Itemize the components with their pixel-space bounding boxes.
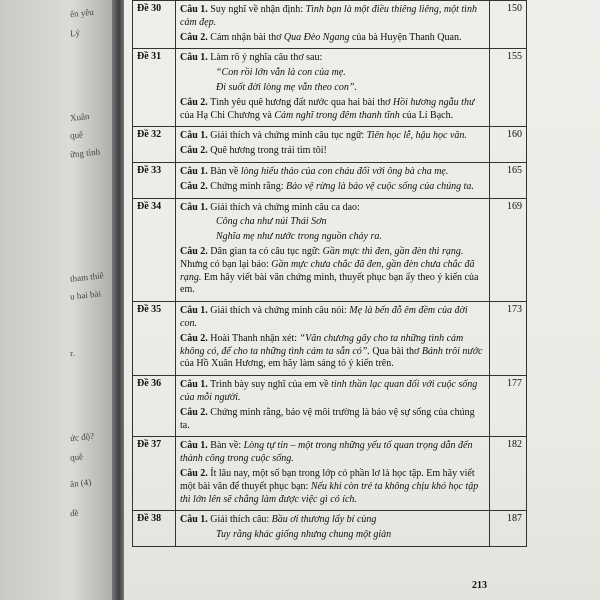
question <box>180 166 485 179</box>
page-ref: 182 <box>490 437 527 511</box>
left-page-fragment: r. <box>69 347 76 359</box>
italic-text: Đi suốt đời lòng mẹ vẫn theo con”. <box>216 81 357 93</box>
toc-row-de-36 <box>133 376 527 437</box>
exam-number: Đề 31 <box>133 49 176 127</box>
exam-content <box>176 511 490 547</box>
question-text: Giải thích câu: <box>207 514 272 526</box>
question-label: Câu 1. <box>180 4 208 15</box>
italic-text: Bầu ơi thương lấy bí cùng <box>271 514 377 526</box>
exam-number: Đề 30 <box>133 1 176 49</box>
question-text: Dân gian ta có câu tục ngữ: <box>207 245 323 257</box>
toc-row-de-35 <box>133 302 527 376</box>
question-label: Câu 2. <box>180 145 208 157</box>
page-ref: 177 <box>490 376 527 437</box>
question-text: Em hãy viết bài văn chứng minh, thuyết phục bạn ấy theo ý kiến của em. <box>180 271 479 296</box>
question-text: Tình yêu quê hương đất nước qua hai bài thơ <box>207 96 393 108</box>
question <box>180 333 485 371</box>
left-page-fragment: ững tình <box>69 146 101 160</box>
question-text: Chứng minh rằng: <box>207 180 286 192</box>
question-text: Bàn về: <box>207 440 244 452</box>
toc-row-de-32 <box>133 127 527 163</box>
italic-text: tinh thần lạc quan đối với cuộc sống của mỗi người. <box>180 379 478 403</box>
question-label: Câu 1. <box>180 514 208 526</box>
toc-row-de-38 <box>133 511 527 547</box>
table-of-contents <box>132 0 527 547</box>
exam-content <box>176 376 490 437</box>
question-text: Chứng minh rằng, bảo vệ môi trường là bảo vệ sự sống của chúng ta. <box>180 406 475 431</box>
question-text: Cảm nhận bài thơ <box>207 31 284 43</box>
left-page-fragment: quê <box>69 129 84 141</box>
question <box>180 305 485 331</box>
italic-text: Nghĩa mẹ như nước trong nguồn chảy ra. <box>216 231 382 243</box>
italic-text: Gần mực chưa chắc đã đen, gần đèn chưa chắc đã rạng. <box>180 258 475 283</box>
italic-text: Tình bạn là một điều thiêng liêng, một tình cảm đẹp. <box>180 4 477 28</box>
page-ref: 155 <box>490 49 527 127</box>
left-page-fragment: ến yêu <box>69 6 95 20</box>
question-text: Qua bài thơ <box>369 345 422 357</box>
page-ref: 165 <box>490 162 527 198</box>
question-text: Suy nghĩ về nhận định: <box>207 4 306 15</box>
question <box>180 246 485 297</box>
quoted-verse <box>180 67 485 80</box>
question-label: Câu 2. <box>180 245 208 257</box>
question-text: của Lí Bạch. <box>399 109 454 121</box>
italic-text: Bánh trôi nước <box>421 345 483 357</box>
exam-content <box>176 1 490 49</box>
page-ref: 169 <box>490 198 527 302</box>
left-page-fragment: quê <box>69 451 84 463</box>
italic-text: Tuy rằng khác giống nhưng chung một giàn <box>216 529 392 541</box>
question <box>180 181 485 194</box>
question-text: Trình bày suy nghĩ của em về <box>207 379 332 391</box>
left-page-fragment: ăn (4) <box>69 476 92 490</box>
italic-text: Gần mực thì đen, gần đèn thì rạng. <box>322 245 464 257</box>
exam-number: Đề 38 <box>133 511 176 547</box>
question-text: của Hạ Chi Chương và <box>180 109 275 121</box>
exam-content <box>176 437 490 511</box>
question <box>180 440 485 466</box>
right-page <box>124 0 600 600</box>
exam-content <box>176 198 490 302</box>
left-page-fragment: dề <box>69 507 79 519</box>
exam-number: Đề 35 <box>133 302 176 376</box>
italic-text: Lòng tự tin – một trong những yếu tố quan trọng dẫn đến thành công trong cuộc sống. <box>180 440 473 465</box>
question-label: Câu 1. <box>180 305 208 317</box>
left-page-fragment: tham thiê <box>69 270 105 284</box>
question <box>180 4 485 30</box>
toc-row-de-33 <box>133 162 527 198</box>
page-ref: 187 <box>490 511 527 547</box>
question <box>180 32 485 45</box>
italic-text: Qua Đèo Ngang <box>283 31 350 43</box>
question <box>180 514 485 527</box>
question-text: Bàn về <box>207 165 241 177</box>
question-label: Câu 1. <box>180 165 208 177</box>
italic-text: Công cha như núi Thái Sơn <box>216 216 327 228</box>
exam-content <box>176 127 490 163</box>
question-text: Giải thích và chứng minh câu ca dao: <box>207 201 360 213</box>
left-page-fragment: Lý <box>69 27 81 39</box>
question-label: Câu 1. <box>180 440 208 452</box>
question-label: Câu 1. <box>180 130 208 142</box>
quoted-verse <box>180 82 485 95</box>
question-label: Câu 1. <box>180 201 208 213</box>
quoted-verse <box>180 216 485 229</box>
question <box>180 202 485 215</box>
left-page-fragment: u hai bài <box>69 288 102 302</box>
question-label: Câu 2. <box>180 406 208 418</box>
question-text: Ít lâu nay, một số bạn trong lớp có phần lơ là học tập. Em hãy viết một bài văn để thuyết phục bạn: <box>180 467 475 492</box>
page-ref: 173 <box>490 302 527 376</box>
question-text: Làm rõ ý nghĩa câu thơ sau: <box>207 52 323 64</box>
quoted-verse <box>180 529 485 542</box>
toc-row-de-37 <box>133 437 527 511</box>
italic-text: Tiên học lễ, hậu học văn. <box>366 130 467 142</box>
exam-number: Đề 32 <box>133 127 176 163</box>
exam-content <box>176 302 490 376</box>
exam-number: Đề 36 <box>133 376 176 437</box>
toc-row-de-34 <box>133 198 527 302</box>
question-text: Giải thích và chứng minh câu nói: <box>207 305 350 317</box>
quoted-verse <box>180 231 485 244</box>
question-label: Câu 2. <box>180 467 208 479</box>
italic-text: Hồi hương ngẫu thư <box>392 96 475 108</box>
italic-text: Nếu khi còn trẻ ta không chịu khó học tập thì lớn lên sẽ chẳng làm được việc gì có ích. <box>180 480 479 505</box>
question <box>180 407 485 433</box>
question-text: của bà Huyện Thanh Quan. <box>349 31 462 43</box>
question-text: Hoài Thanh nhận xét: <box>207 332 300 344</box>
italic-text: lòng hiếu thảo của con cháu đối với ông bà cha mẹ. <box>240 165 449 177</box>
page-ref: 150 <box>490 1 527 49</box>
exam-number: Đề 33 <box>133 162 176 198</box>
exam-number: Đề 34 <box>133 198 176 302</box>
page-number: 213 <box>472 580 487 591</box>
toc-row-de-30 <box>133 1 527 49</box>
exam-content <box>176 162 490 198</box>
left-page-fragment: ức độ? <box>69 430 95 444</box>
question-label: Câu 2. <box>180 31 208 43</box>
question <box>180 379 485 405</box>
question <box>180 468 485 506</box>
exam-content <box>176 49 490 127</box>
question-text: Nhưng có bạn lại bảo: <box>180 258 272 270</box>
left-page <box>0 0 118 600</box>
question <box>180 145 485 158</box>
question-text: Quê hương trong trái tim tôi! <box>207 145 327 157</box>
question-label: Câu 2. <box>180 332 208 344</box>
question <box>180 130 485 143</box>
question-label: Câu 2. <box>180 180 208 192</box>
italic-text: Bảo vệ rừng là bảo vệ cuộc sống của chúng ta. <box>286 180 474 192</box>
page-ref: 160 <box>490 127 527 163</box>
italic-text: “Con rồi lớn vẫn là con của mẹ. <box>216 67 346 79</box>
toc-row-de-31 <box>133 49 527 127</box>
italic-text: Cảm nghĩ trong đêm thanh tĩnh <box>274 109 400 121</box>
exam-number: Đề 37 <box>133 437 176 511</box>
question-text: Giải thích và chứng minh câu tục ngữ: <box>207 130 367 142</box>
question <box>180 97 485 123</box>
italic-text: “Văn chương gây cho ta những tình cảm không có, để cho ta những tình cảm ta sẵn có”. <box>180 332 464 357</box>
italic-text: Mẹ là bến đỗ êm đềm của đời con. <box>180 305 468 329</box>
question-label: Câu 1. <box>180 379 208 391</box>
question <box>180 52 485 65</box>
question-text: của Hồ Xuân Hương, em hãy làm sáng tỏ ý kiến trên. <box>180 358 394 370</box>
question-label: Câu 1. <box>180 52 208 64</box>
left-page-fragment: Xuân <box>69 111 90 123</box>
question-label: Câu 2. <box>180 96 208 108</box>
